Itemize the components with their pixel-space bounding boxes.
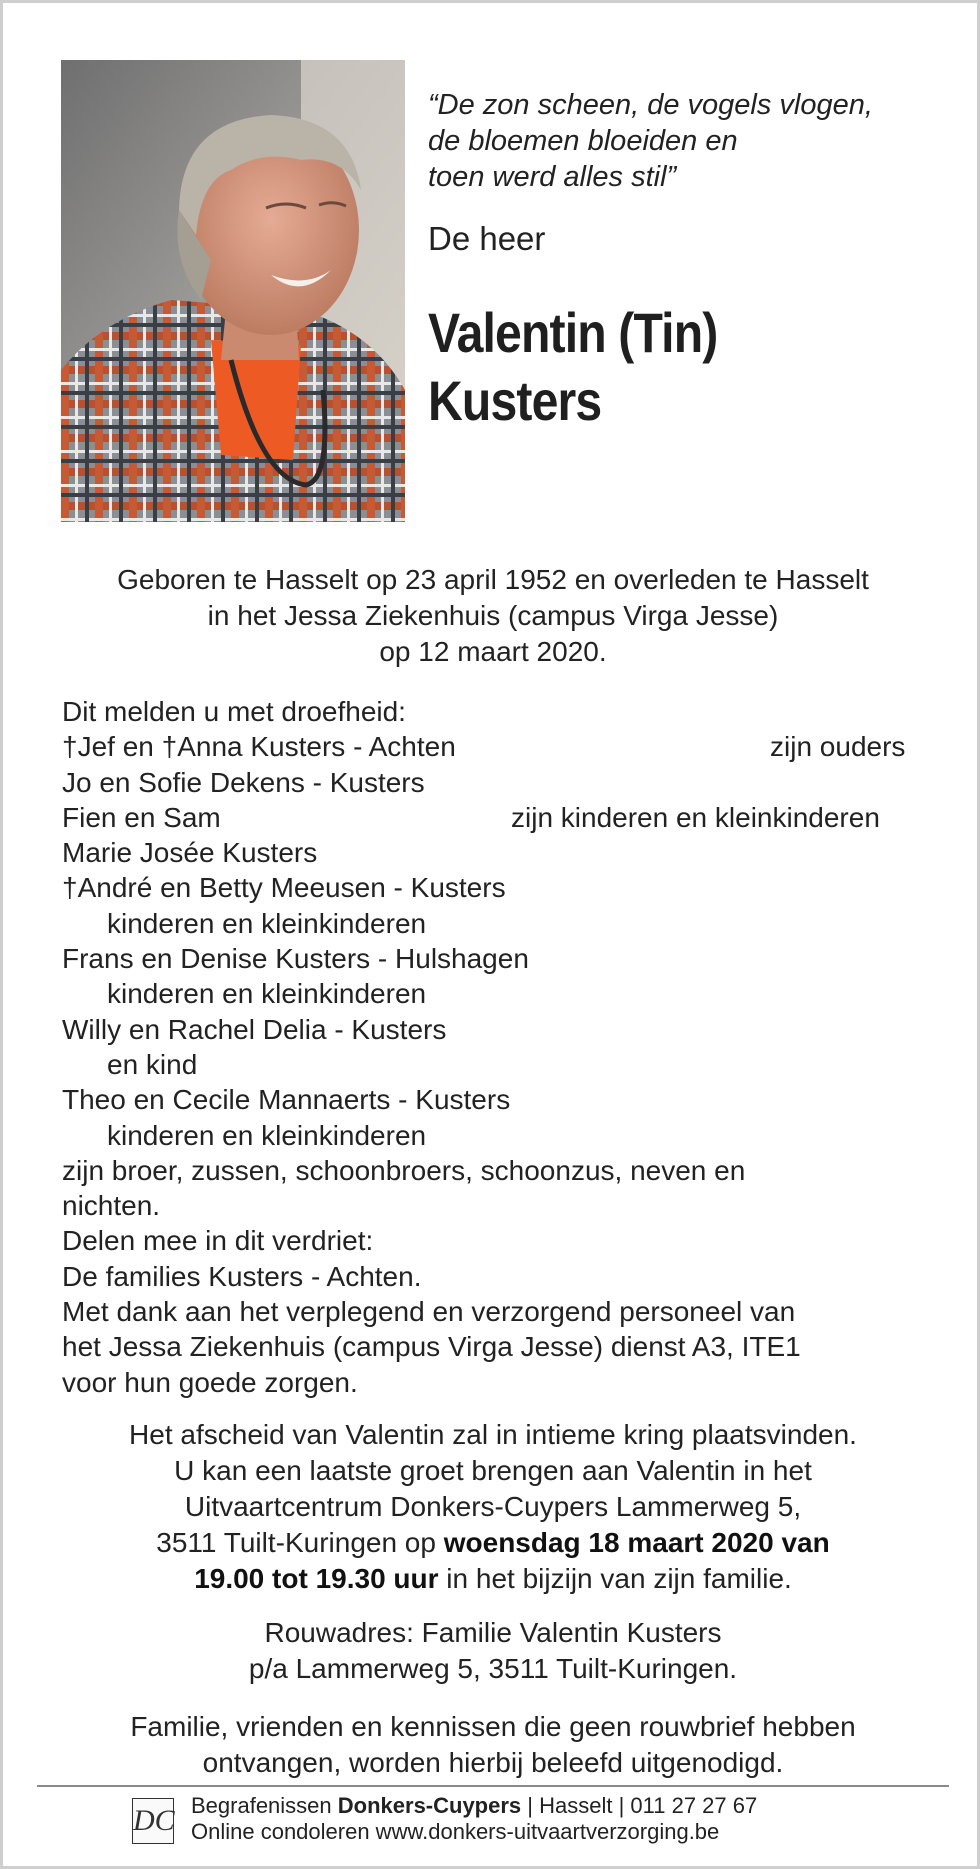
birth-death-info — [43, 562, 943, 670]
children-role: zijn kinderen en kleinkinderen — [511, 801, 880, 833]
deceased-name — [428, 299, 717, 435]
farewell-line: Het afscheid van Valentin zal in intieme kring plaatsvinden. — [129, 1419, 857, 1450]
thanks-line: het Jessa Ziekenhuis (campus Virga Jesse) dienst A3, ITE1 — [62, 1331, 801, 1363]
presence-text: in het bijzijn van zijn familie. — [438, 1563, 792, 1594]
name-line-2: Kusters — [428, 369, 602, 432]
farewell-line: U kan een laatste groet brengen aan Valentin in het — [174, 1455, 812, 1486]
farewell-details — [43, 1417, 943, 1597]
name-line-1: Valentin (Tin) — [428, 301, 718, 364]
parents-row — [62, 729, 942, 764]
thanks-line: voor hun goede zorgen. — [62, 1366, 358, 1398]
share-intro: Delen mee in dit verdriet: — [62, 1225, 374, 1257]
footer-prefix: Begrafenissen — [191, 1793, 338, 1818]
location-text: 3511 Tuilt-Kuringen op — [156, 1527, 444, 1558]
sibling-sub: kinderen en kleinkinderen — [107, 978, 427, 1010]
siblings-role-cont: nichten. — [62, 1190, 161, 1222]
child-names: Fien en Sam — [62, 801, 221, 833]
birth-line: in het Jessa Ziekenhuis (campus Virga Jesse) — [207, 600, 779, 631]
farewell-line: Uitvaartcentrum Donkers-Cuypers Lammerweg 5, — [184, 1491, 802, 1522]
footer-line-2: Online condoleren www.donkers-uitvaartverzorging.be — [191, 1819, 720, 1844]
portrait-photo — [61, 60, 405, 522]
birth-line: op 12 maart 2020. — [379, 636, 607, 667]
funeral-home-name: Donkers-Cuypers — [337, 1793, 522, 1818]
sibling-row: †André en Betty Meeusen - Kusters — [62, 872, 506, 904]
portrait-image — [61, 60, 405, 522]
families-line: De families Kusters - Achten. — [62, 1260, 422, 1292]
farewell-line — [43, 1525, 943, 1561]
farewell-line — [43, 1561, 943, 1597]
invitation-note — [43, 1709, 943, 1781]
siblings-role: zijn broer, zussen, schoonbroers, schoonzus, neven en — [62, 1154, 746, 1186]
sibling-row: Frans en Denise Kusters - Hulshagen — [62, 943, 529, 975]
funeral-home-info — [191, 1793, 757, 1845]
child-row: Jo en Sofie Dekens - Kusters — [62, 766, 425, 798]
thanks-line: Met dank aan het verplegend en verzorgend personeel van — [62, 1296, 796, 1328]
address-line: Rouwadres: Familie Valentin Kusters — [264, 1617, 722, 1648]
invite-line: ontvangen, worden hierbij beleefd uitgenodigd. — [202, 1747, 784, 1778]
sibling-sub: kinderen en kleinkinderen — [107, 1119, 427, 1151]
birth-line: Geboren te Hasselt op 23 april 1952 en overleden te Hasselt — [117, 564, 869, 595]
parents-names: †Jef en †Anna Kusters - Achten — [62, 731, 456, 763]
epitaph-quote — [428, 87, 948, 195]
family-intro: Dit melden u met droefheid: — [62, 696, 406, 727]
invite-line: Familie, vrienden en kennissen die geen rouwbrief hebben — [130, 1711, 856, 1742]
sibling-row: Willy en Rachel Delia - Kusters — [62, 1013, 447, 1045]
sibling-row: Theo en Cecile Mannaerts - Kusters — [62, 1084, 511, 1116]
mourning-address — [43, 1615, 943, 1687]
quote-line: toen werd alles stil” — [428, 161, 677, 193]
time-text: 19.00 tot 19.30 uur — [194, 1563, 439, 1594]
family-announcement — [62, 694, 942, 1400]
funeral-home-logo: DC — [132, 1798, 174, 1844]
salutation: De heer — [428, 220, 546, 257]
parents-role: zijn ouders — [770, 731, 906, 763]
address-line: p/a Lammerweg 5, 3511 Tuilt-Kuringen. — [248, 1653, 738, 1684]
footer-divider — [37, 1785, 949, 1787]
quote-line: de bloemen bloeiden en — [428, 125, 738, 157]
child-row — [62, 800, 942, 835]
sibling-sub: kinderen en kleinkinderen — [107, 907, 427, 939]
sibling-sub: en kind — [107, 1048, 198, 1080]
child-row: Marie Josée Kusters — [62, 837, 318, 869]
footer-contact: | Hasselt | 011 27 27 67 — [521, 1793, 758, 1818]
date-text: woensdag 18 maart 2020 van — [443, 1527, 830, 1558]
footer-line-1 — [191, 1793, 757, 1819]
quote-line: “De zon scheen, de vogels vlogen, — [428, 89, 873, 121]
